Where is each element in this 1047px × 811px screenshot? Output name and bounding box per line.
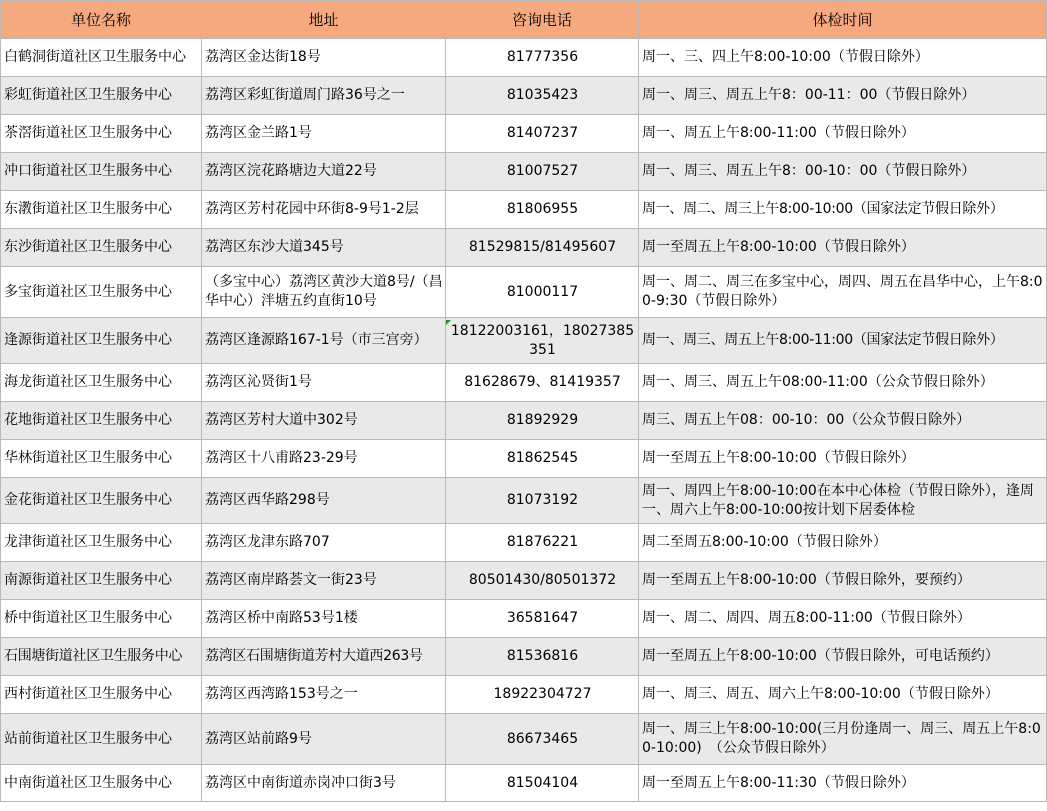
cell-exam-time[interactable]: 周一、周四上午8:00-10:00在本中心体检（节假日除外），逢周一、周六上午8:00-10:00按计划下居委体检 [639,478,1047,524]
table-row [1,765,1047,802]
cell-phone[interactable]: 81806955 [446,191,639,229]
cell-phone[interactable]: 81862545 [446,440,639,478]
cell-exam-time[interactable]: 周一、周五上午8:00-11:00（节假日除外） [639,115,1047,153]
cell-center-name[interactable]: 金花街道社区卫生服务中心 [1,478,202,524]
cell-phone[interactable]: 18922304727 [446,676,639,714]
cell-phone[interactable]: 80501430/80501372 [446,562,639,600]
cell-center-name[interactable]: 东沙街道社区卫生服务中心 [1,229,202,267]
table-row [1,524,1047,562]
cell-center-name[interactable]: 石围塘街道社区卫生服务中心 [1,638,202,676]
table-row [1,364,1047,402]
table-row [1,562,1047,600]
table-row [1,77,1047,115]
cell-center-name[interactable]: 白鹤洞街道社区卫生服务中心 [1,39,202,77]
table-row [1,638,1047,676]
cell-center-name[interactable]: 龙津街道社区卫生服务中心 [1,524,202,562]
cell-phone[interactable]: 81777356 [446,39,639,77]
cell-exam-time[interactable]: 周一、周三、周五上午8：00-11：00（节假日除外） [639,77,1047,115]
cell-comment-marker [446,320,451,325]
cell-address[interactable]: 荔湾区十八甫路23-29号 [202,440,446,478]
cell-exam-time[interactable]: 周一至周五上午8:00-10:00（节假日除外，要预约） [639,562,1047,600]
cell-exam-time[interactable]: 周一至周五上午8:00-11:30（节假日除外） [639,765,1047,802]
cell-phone[interactable]: 81007527 [446,153,639,191]
cell-exam-time[interactable]: 周一、周二、周三在多宝中心，周四、周五在昌华中心，上午8:00-9:30（节假日除外） [639,267,1047,318]
cell-center-name[interactable]: 东漖街道社区卫生服务中心 [1,191,202,229]
cell-address[interactable]: 荔湾区桥中南路53号1楼 [202,600,446,638]
table-row [1,440,1047,478]
table-row [1,39,1047,77]
cell-center-name[interactable]: 花地街道社区卫生服务中心 [1,402,202,440]
cell-exam-time[interactable]: 周一至周五上午8:00-10:00（节假日除外，可电话预约） [639,638,1047,676]
cell-exam-time[interactable]: 周一、周三、周五上午8：00-10：00（节假日除外） [639,153,1047,191]
cell-center-name[interactable]: 中南街道社区卫生服务中心 [1,765,202,802]
cell-center-name[interactable]: 桥中街道社区卫生服务中心 [1,600,202,638]
table-row [1,267,1047,318]
cell-phone[interactable]: 81529815/81495607 [446,229,639,267]
cell-center-name[interactable]: 站前街道社区卫生服务中心 [1,714,202,765]
table-row [1,402,1047,440]
cell-address[interactable]: 荔湾区东沙大道345号 [202,229,446,267]
cell-center-name[interactable]: 逢源街道社区卫生服务中心 [1,318,202,364]
cell-center-name[interactable]: 冲口街道社区卫生服务中心 [1,153,202,191]
cell-address[interactable]: 荔湾区龙津东路707 [202,524,446,562]
cell-center-name[interactable]: 茶滘街道社区卫生服务中心 [1,115,202,153]
cell-address[interactable]: 荔湾区沁贤街1号 [202,364,446,402]
cell-address[interactable]: 荔湾区南岸路荟文一街23号 [202,562,446,600]
cell-exam-time[interactable]: 周一至周五上午8:00-10:00（节假日除外） [639,229,1047,267]
column-header-name[interactable]: 单位名称 [1,1,202,39]
cell-phone[interactable]: 81876221 [446,524,639,562]
cell-address[interactable]: （多宝中心）荔湾区黄沙大道8号/（昌华中心）泮塘五约直街10号 [202,267,446,318]
column-header-address[interactable]: 地址 [202,1,446,39]
table-row [1,191,1047,229]
cell-address[interactable]: 荔湾区中南街道赤岗冲口街3号 [202,765,446,802]
table-row [1,153,1047,191]
cell-exam-time[interactable]: 周一、周三上午8:00-10:00(三月份逢周一、周三、周五上午8:00-10:00) （公众节假日除外） [639,714,1047,765]
cell-phone[interactable]: 81892929 [446,402,639,440]
cell-phone[interactable]: 18122003161，18027385351 [446,318,639,364]
table-row [1,714,1047,765]
cell-exam-time[interactable]: 周一、周三、周五上午8:00-11:00（国家法定节假日除外） [639,318,1047,364]
cell-address[interactable]: 荔湾区西湾路153号之一 [202,676,446,714]
header-row [1,1,1047,39]
cell-center-name[interactable]: 彩虹街道社区卫生服务中心 [1,77,202,115]
table-row [1,229,1047,267]
cell-address[interactable]: 荔湾区金达街18号 [202,39,446,77]
cell-phone[interactable]: 81536816 [446,638,639,676]
cell-exam-time[interactable]: 周一、周三、周五、周六上午8:00-10:00（节假日除外） [639,676,1047,714]
cell-center-name[interactable]: 华林街道社区卫生服务中心 [1,440,202,478]
cell-phone[interactable]: 81035423 [446,77,639,115]
cell-address[interactable]: 荔湾区芳村大道中302号 [202,402,446,440]
table-row [1,676,1047,714]
cell-center-name[interactable]: 西村街道社区卫生服务中心 [1,676,202,714]
cell-exam-time[interactable]: 周一、周二、周三上午8:00-10:00（国家法定节假日除外） [639,191,1047,229]
table-row [1,115,1047,153]
cell-address[interactable]: 荔湾区彩虹街道周门路36号之一 [202,77,446,115]
table-row [1,318,1047,364]
cell-exam-time[interactable]: 周一至周五上午8:00-10:00（节假日除外） [639,440,1047,478]
cell-exam-time[interactable]: 周一、三、四上午8:00-10:00（节假日除外） [639,39,1047,77]
column-header-time[interactable]: 体检时间 [639,1,1047,39]
cell-phone[interactable]: 81504104 [446,765,639,802]
cell-address[interactable]: 荔湾区西华路298号 [202,478,446,524]
column-header-phone[interactable]: 咨询电话 [446,1,639,39]
cell-address[interactable]: 荔湾区浣花路塘边大道22号 [202,153,446,191]
cell-exam-time[interactable]: 周一、周二、周四、周五8:00-11:00（节假日除外） [639,600,1047,638]
cell-address[interactable]: 荔湾区石围塘街道芳村大道西263号 [202,638,446,676]
cell-address[interactable]: 荔湾区逢源路167-1号（市三宫旁） [202,318,446,364]
cell-phone[interactable]: 81073192 [446,478,639,524]
cell-center-name[interactable]: 南源街道社区卫生服务中心 [1,562,202,600]
table-row [1,600,1047,638]
cell-center-name[interactable]: 海龙街道社区卫生服务中心 [1,364,202,402]
cell-exam-time[interactable]: 周一、周三、周五上午08:00-11:00（公众节假日除外） [639,364,1047,402]
cell-phone[interactable]: 81628679、81419357 [446,364,639,402]
cell-exam-time[interactable]: 周三、周五上午08：00-10：00（公众节假日除外） [639,402,1047,440]
cell-address[interactable]: 荔湾区站前路9号 [202,714,446,765]
cell-exam-time[interactable]: 周二至周五8:00-10:00（节假日除外） [639,524,1047,562]
cell-phone[interactable]: 81000117 [446,267,639,318]
cell-phone[interactable]: 36581647 [446,600,639,638]
table-row [1,478,1047,524]
cell-phone[interactable]: 86673465 [446,714,639,765]
cell-center-name[interactable]: 多宝街道社区卫生服务中心 [1,267,202,318]
cell-address[interactable]: 荔湾区金兰路1号 [202,115,446,153]
cell-phone[interactable]: 81407237 [446,115,639,153]
cell-address[interactable]: 荔湾区芳村花园中环街8-9号1-2层 [202,191,446,229]
